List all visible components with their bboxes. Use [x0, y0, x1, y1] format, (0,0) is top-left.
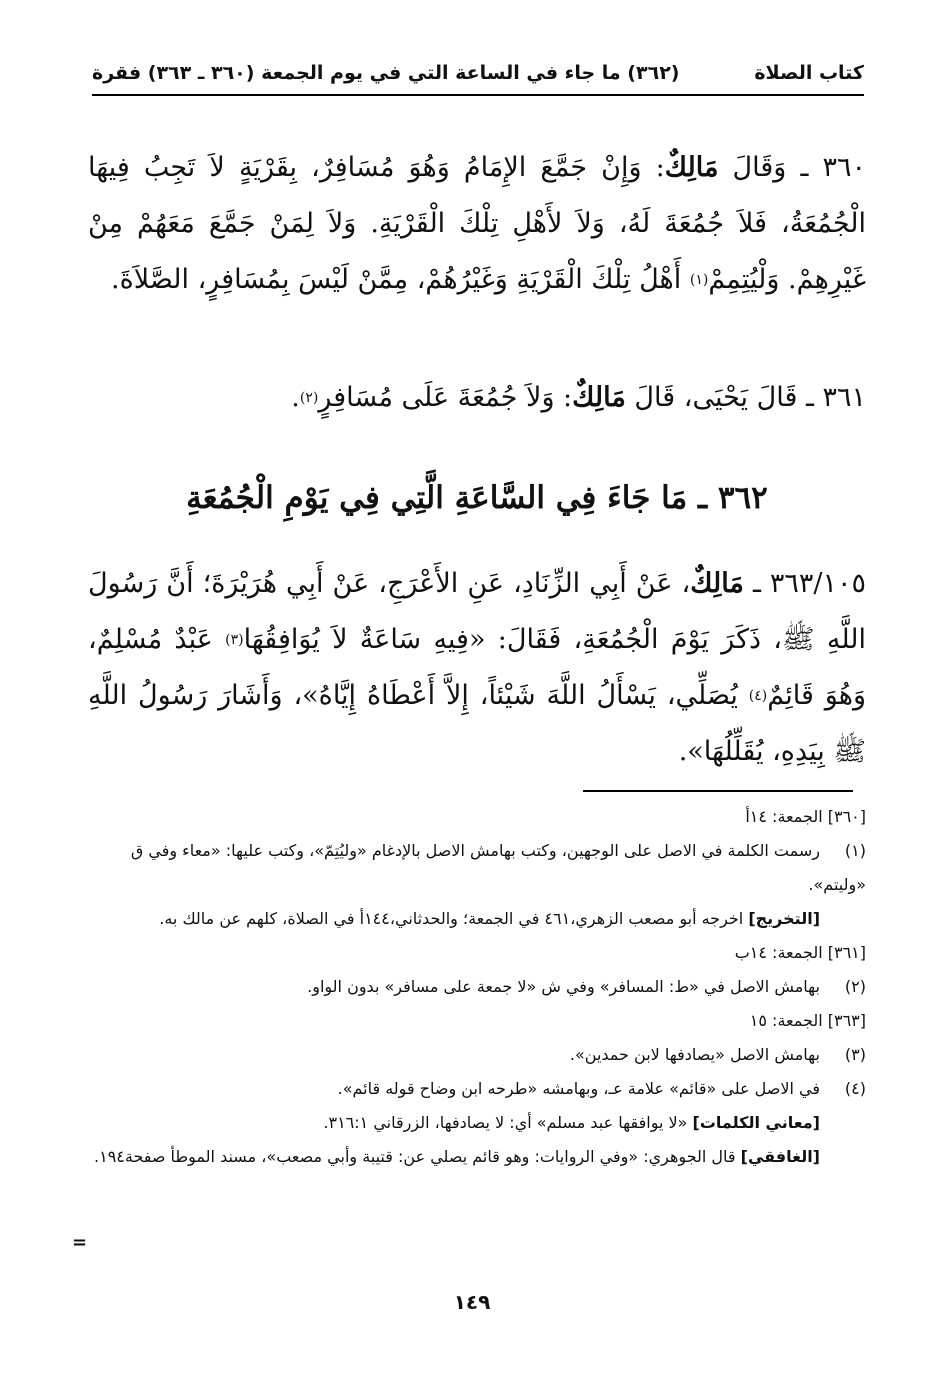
footnote-3 [88, 1038, 866, 1072]
paragraph-text: أَهْلُ تِلْكَ الْقَرْيَةِ وَغَيْرُهُمْ، مِمَّنْ لَيْسَ بِمُسَافِرٍ، الصَّلاَةَ. [111, 264, 690, 295]
paragraph-361 [88, 370, 866, 426]
footnote-2 [88, 970, 866, 1004]
maani-text: «لا يوافقها عبد مسلم» أي: لا يصادفها، الزرقاني ٣١٦:١. [323, 1113, 693, 1132]
footnote-marker[interactable]: (١) [689, 272, 709, 288]
footnote-text: في الاصل على «قائم» علامة عـ، وبهامشه «طرحه ابن وضاح قوله قائم». [337, 1079, 820, 1098]
paragraph-text: ، عَنْ أَبِي الزِّنَادِ، عَنِ الأَعْرَجِ، عَنْ أَبِي هُرَيْرَةَ؛ أَنَّ رَسُولَ اللَّهِ ﷺ، ذَكَرَ يَوْمَ الْجُمُعَةِ، فَقَالَ: «فِيهِ سَاعَةٌ لاَ يُوَافِقُهَا [88, 568, 866, 655]
narrator-name: مَالِكٌ [664, 152, 719, 183]
footnote-number: (٤) [844, 1079, 866, 1098]
footnote-reference-361: [٣٦١] الجمعة: ١٤ب [734, 943, 866, 962]
paragraph-text: . [291, 382, 300, 413]
page-number: ١٤٩ [453, 1290, 491, 1314]
narrator-name: مَالِكٌ [690, 568, 744, 599]
footnote-1 [88, 834, 866, 902]
takhrij-note [88, 902, 866, 936]
footnote-number: (١) [844, 841, 866, 860]
maani-label: [معاني الكلمات] [692, 1113, 820, 1132]
footnote-divider [583, 790, 853, 792]
paragraph-text: يُصَلِّي، يَسْأَلُ اللَّهَ شَيْئاً، إِلاَّ أَعْطَاهُ إِيَّاهُ»، وَأَشَارَ رَسُولُ اللَّهِ ﷺ بِيَدِهِ، يُقَلِّلُهَا». [88, 680, 866, 767]
ghafiqi-note [88, 1140, 866, 1174]
footnote-reference-363: [٣٦٣] الجمعة: ١٥ [749, 1011, 866, 1030]
ghafiqi-label: [الغافقي] [740, 1147, 820, 1166]
footnote-text: بهامش الاصل «يصادفها لابن حمدين». [569, 1045, 820, 1064]
paragraph-363 [88, 556, 866, 780]
footnote-marker[interactable]: (٤) [748, 688, 768, 704]
paragraph-text: : وَلاَ جُمُعَةَ عَلَى مُسَافِرٍ [318, 382, 573, 413]
footnote-text: رسمت الكلمة في الاصل على الوجهين، وكتب بهامش الاصل بالإدغام «وليُتِمّ»، وكتب عليها: «معاء وفي ق «وليتم». [130, 841, 866, 894]
footnote-number: (٣) [844, 1045, 866, 1064]
paragraph-360 [88, 140, 866, 308]
footnote-4 [88, 1072, 866, 1106]
paragraph-lead: ٣٦٠ ـ وَقَالَ [718, 152, 866, 183]
footnotes-section [88, 800, 866, 1174]
footnote-marker[interactable]: (٢) [299, 390, 319, 406]
paragraph-lead: ٣٦١ ـ قَالَ يَحْيَى، قَالَ [625, 382, 866, 413]
takhrij-text: اخرجه أبو مصعب الزهري،٤٦١ في الجمعة؛ والحدثاني،١٤٤أ في الصلاة، كلهم عن مالك به. [159, 909, 749, 928]
paragraph-lead: ٣٦٣/١٠٥ ـ [743, 568, 867, 599]
takhrij-label: [التخريج] [748, 909, 820, 928]
ghafiqi-text: قال الجوهري: «وفي الروايات: وهو قائم يصلي عن: قتيبة وأبي مصعب»، مسند الموطأ صفحة١٩٤. [94, 1147, 741, 1166]
maani-note [88, 1106, 866, 1140]
footnote-number: (٢) [844, 977, 866, 996]
running-header [92, 56, 864, 96]
narrator-name: مَالِكٌ [572, 382, 626, 413]
chapter-title: (٣٦٢) ما جاء في الساعة التي في يوم الجمعة (٣٦٠ ـ ٣٦٣) فقرة [92, 62, 680, 84]
continuation-mark: = [72, 1232, 88, 1253]
footnote-text: بهامش الاصل في «ط: المسافر» وفي ش «لا جمعة على مسافر» بدون الواو. [307, 977, 820, 996]
paragraph-text: عَبْدٌ مُسْلِمٌ، وَهُوَ قَائِمٌ [88, 624, 866, 711]
book-title: كتاب الصلاة [754, 62, 864, 84]
section-heading-362: ٣٦٢ ـ مَا جَاءَ فِي السَّاعَةِ الَّتِي فِي يَوْمِ الْجُمُعَةِ [186, 480, 768, 516]
footnote-marker[interactable]: (٣) [225, 632, 244, 648]
paragraph-text: : وَإِنْ جَمَّعَ الإِمَامُ وَهُوَ مُسَافِرٌ، بِقَرْيَةٍ لاَ تَجِبُ فِيهَا الْجُمُعَةُ، فَلاَ جُمُعَةَ لَهُ، وَلاَ لأَهْلِ تِلْكَ الْقَرْيَةِ. وَلاَ لِمَنْ جَمَّعَ مَعَهُمْ مِنْ غَيْرِهِمْ. وَلْيُتِمِمْ [88, 152, 866, 295]
footnote-reference-360: [٣٦٠] الجمعة: ١٤أ [745, 807, 866, 826]
